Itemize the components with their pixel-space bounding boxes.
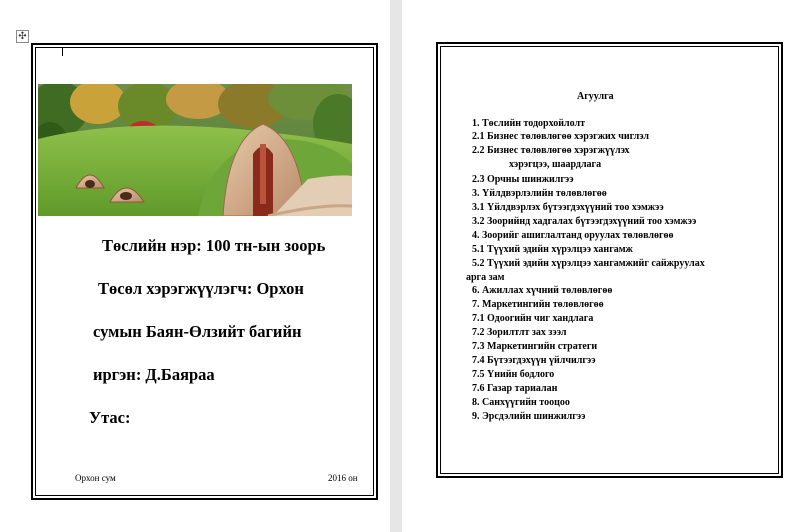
toc-item: 2.1 Бизнес төлөвлөгөө хэрэгжих чиглэл [472,131,650,142]
toc-item: хэрэгцээ, шаардлага [509,159,602,170]
toc-item: 7.6 Газар тариалан [472,383,558,394]
toc-item: 7.5 Үнийн бодлого [472,369,555,380]
toc-item: 3.1 Үйлдвэрлэх бүтээгдэхүүний тоо хэмжээ [472,202,664,213]
toc-item: 4. Зоорийг ашиглалтанд оруулах төлөвлөгөө [472,230,674,241]
toc-item: арга зам [466,272,505,283]
move-handle-icon[interactable]: ✣ [16,30,29,43]
contents-page [402,0,798,532]
toc-item: 2.3 Орчны шинжилгээ [472,174,574,185]
toc-item: 5.2 Түүхий эдийн хүрэлцээ хангамжийг сайжруулах [472,258,705,269]
toc-item: 5.1 Түүхий эдийн хүрэлцээ хангамж [472,244,633,255]
toc-item: 7.2 Зорилтлт зах зээл [472,327,567,338]
toc-item: 3. Үйлдвэрлэлийн төлөвлөгөө [472,188,607,199]
garden-root-cellar-image[interactable] [38,84,352,216]
toc-title: Агуулга [577,91,614,102]
project-implementer: Төсөл хэрэгжүүлэгч: Орхон [98,279,304,298]
text-cursor [62,48,63,56]
footer-year: 2016 он [328,473,358,483]
implementer-location: сумын Баян-Өлзийт багийн [93,322,302,341]
toc-item: 7. Маркетингийн төлөвлөгөө [472,299,604,310]
phone-label: Утас: [89,408,131,427]
toc-item: 8. Санхүүгийн тооцоо [472,397,570,408]
project-name: Төслийн нэр: 100 тн-ын зоорь [102,236,326,255]
garden-picture [38,84,352,216]
toc-item: 7.3 Маркетингийн стратеги [472,341,598,352]
toc-item: 7.4 Бүтээгдэхүүн үйлчилгээ [472,355,596,366]
toc-item: 3.2 Зоорийнд хадгалах бүтээгдэхүүний тоо хэмжээ [472,216,697,227]
cover-page [0,0,390,532]
contents-page-border [436,42,783,478]
toc-item: 2.2 Бизнес төлөвлөгөө хэрэгжүүлэх [472,145,630,156]
toc-item: 1. Төслийн тодорхойлолт [472,118,585,129]
footer-location: Орхон сум [75,473,116,483]
toc-item: 6. Ажиллах хүчний төлөвлөгөө [472,285,613,296]
toc-item: 7.1 Одоогийн чиг хандлага [472,313,594,324]
toc-item: 9. Эрсдэлийн шинжилгээ [472,411,586,422]
implementer-name: иргэн: Д.Баяраа [93,365,215,384]
